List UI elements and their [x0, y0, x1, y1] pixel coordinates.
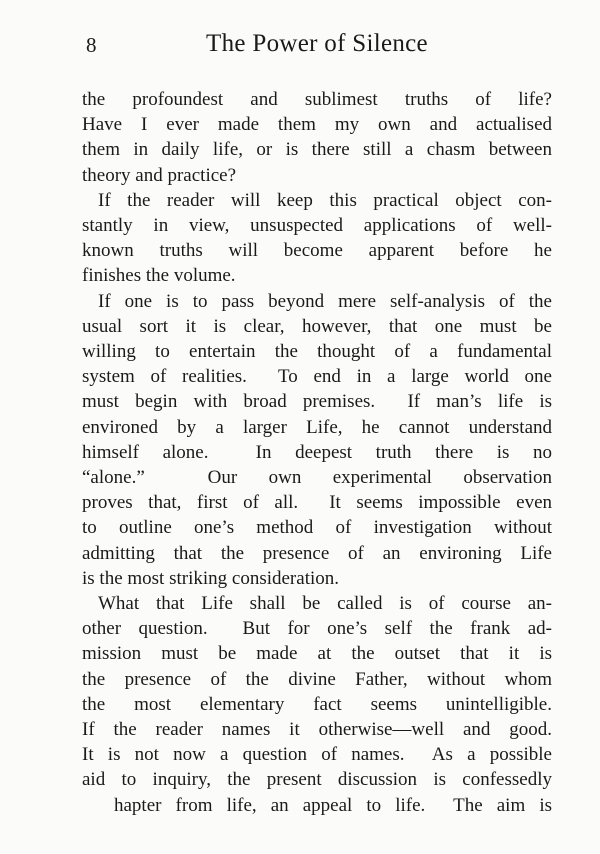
page-header: [82, 28, 552, 60]
text-line: the presence of the divine Father, without whom: [82, 668, 552, 690]
paragraph: [82, 188, 552, 289]
text-line: the most elementary fact seems unintelligible.: [82, 693, 552, 715]
text-line: known truths will become apparent before he: [82, 240, 552, 262]
text-line: finishes the volume.: [82, 265, 236, 287]
page-number: 8: [86, 33, 97, 57]
text-line: What that Life shall be called is of course an-: [98, 593, 552, 615]
text-line: usual sort it is clear, however, that one must be: [82, 315, 552, 337]
body-text: [82, 87, 552, 818]
text-line: must begin with broad premises. If man’s life is: [82, 391, 552, 413]
paragraph: [82, 289, 552, 591]
text-line: the profoundest and sublimest truths of life?: [82, 89, 552, 110]
text-line: proves that, first of all. It seems impossible even: [82, 492, 552, 514]
running-title: The Power of Silence: [206, 30, 428, 57]
text-line: Have I ever made them my own and actualised: [82, 114, 552, 136]
text-line: aid to inquiry, the present discussion is confessedly: [82, 769, 552, 791]
text-line: willing to entertain the thought of a fundamental: [82, 341, 552, 363]
paragraph: [82, 87, 552, 188]
text-line: admitting that the presence of an environing Life: [82, 542, 552, 564]
text-line: “alone.” Our own experimental observation: [82, 467, 552, 489]
paragraph: [82, 591, 552, 818]
text-line: If the reader names it otherwise—well and good.: [82, 719, 552, 741]
text-line: himself alone. In deepest truth there is no: [82, 441, 552, 463]
text-line: It is not now a question of names. As a possible: [82, 744, 552, 766]
text-line: stantly in view, unsuspected applications of well-: [82, 215, 552, 237]
text-line: system of realities. To end in a large world one: [82, 366, 552, 388]
text-line: If the reader will keep this practical object con-: [98, 189, 552, 211]
text-line: environed by a larger Life, he cannot understand: [82, 416, 552, 438]
text-line: theory and practice?: [82, 164, 237, 186]
text-line: If one is to pass beyond mere self-analysis of the: [98, 290, 552, 312]
text-line: other question. But for one’s self the frank ad-: [82, 618, 552, 640]
text-line: to outline one’s method of investigation without: [82, 517, 552, 539]
text-line: them in daily life, or is there still a chasm between: [82, 139, 552, 161]
text-line: hapter from life, an appeal to life. The aim is: [114, 794, 552, 816]
text-line: mission must be made at the outset that it is: [82, 643, 552, 665]
text-line: is the most striking consideration.: [82, 567, 340, 589]
